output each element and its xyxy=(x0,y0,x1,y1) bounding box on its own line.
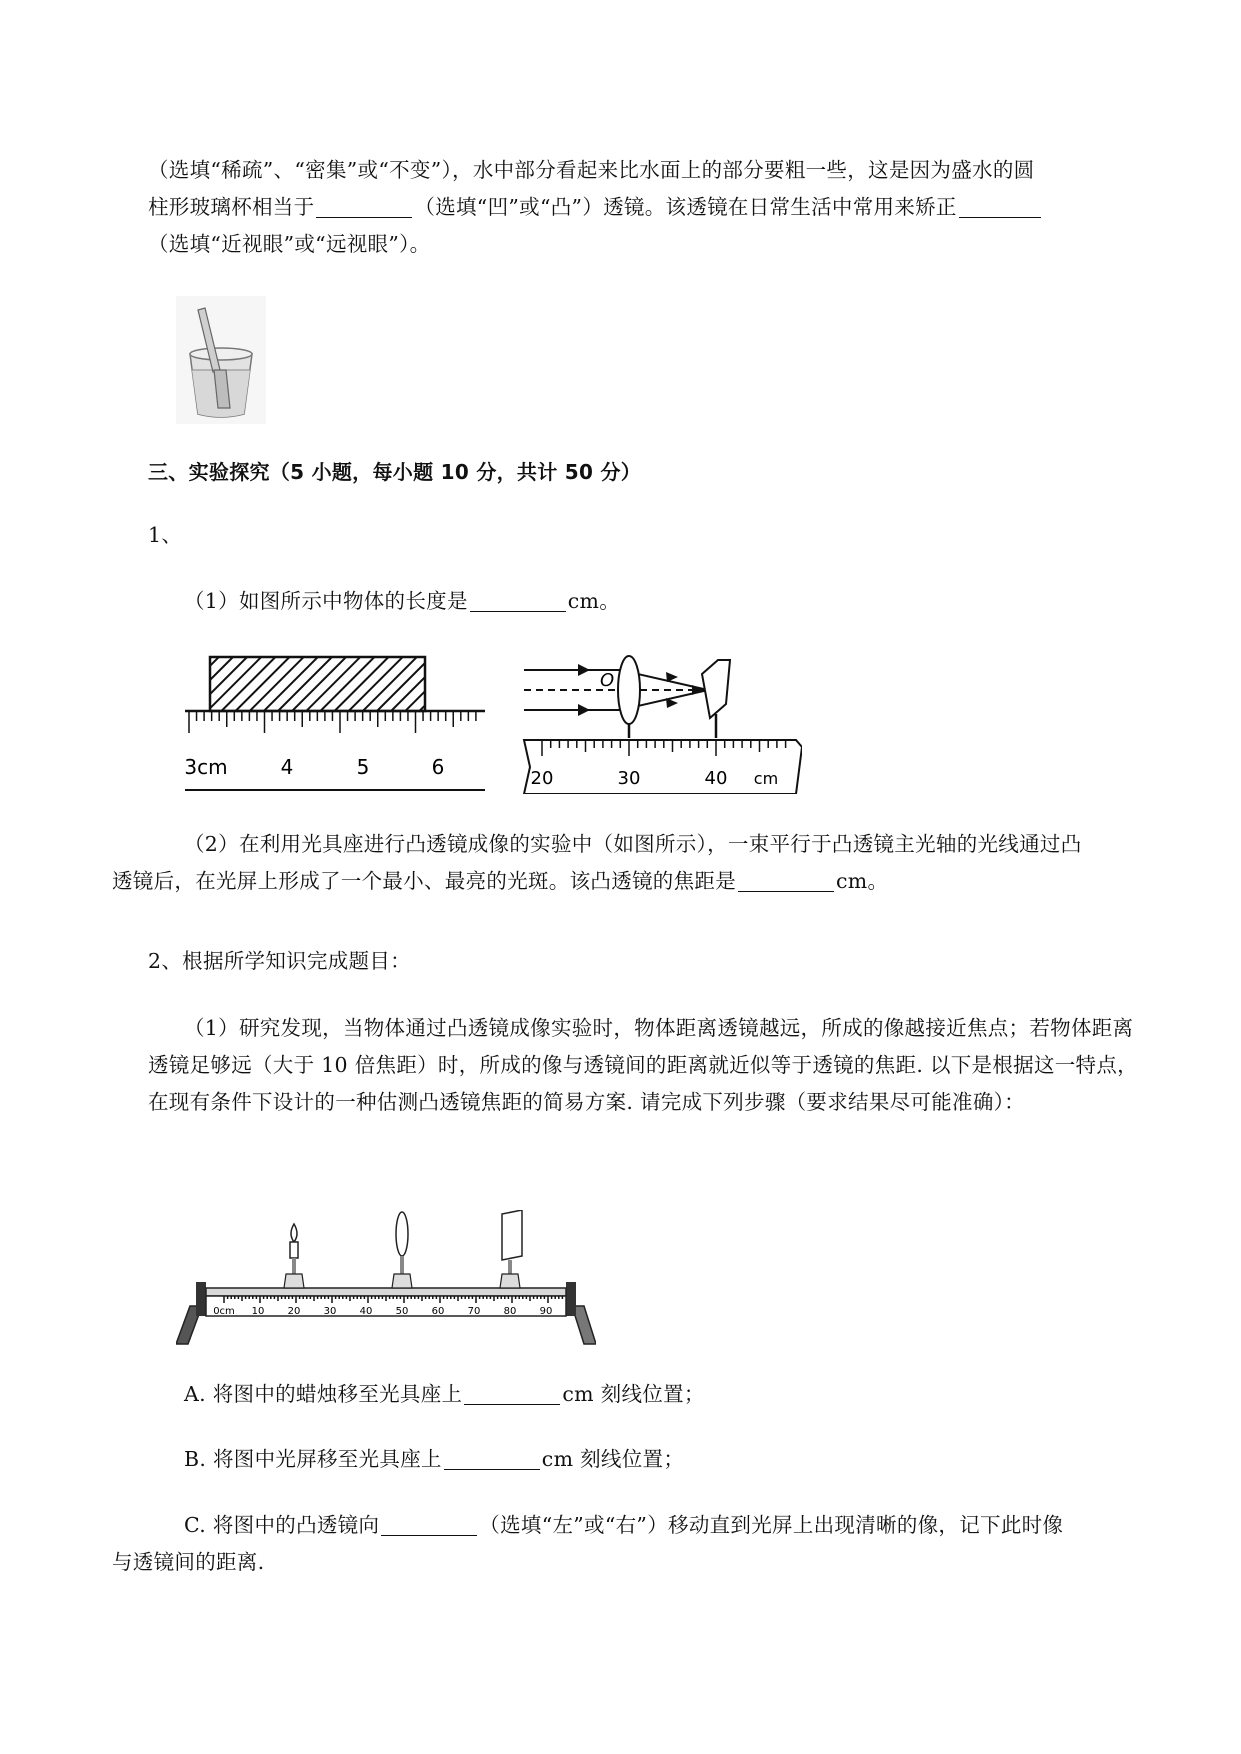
q2-stepC-line2: 与透镜间的距离. xyxy=(112,1550,265,1574)
q1-part1-text: （1）如图所示中物体的长度是 xyxy=(184,589,468,613)
ruler-figure xyxy=(180,652,490,794)
bench2-tick-20: 20 xyxy=(287,1306,301,1317)
ruler-with-block xyxy=(180,652,490,794)
ruler-ticks xyxy=(189,711,476,733)
ruler-label-5: 5 xyxy=(356,755,370,779)
light-screen-icon xyxy=(500,1210,522,1288)
q2-number: 2、根据所学知识完成题目： xyxy=(148,949,411,973)
optical-bench-figure xyxy=(176,1210,596,1350)
candle-icon xyxy=(284,1224,304,1288)
bench2-tick-40: 40 xyxy=(359,1306,373,1317)
q2-stepB-unit: cm 刻线位置； xyxy=(541,1447,685,1471)
intro-line-3: （选填“近视眼”或“远视眼”）。 xyxy=(148,232,431,256)
optical-bench-illustration xyxy=(176,1210,596,1350)
intro-line-2a: 柱形玻璃杯相当于 xyxy=(148,195,315,219)
intro-line-1: （选填“稀疏”、“密集”或“不变”），水中部分看起来比水面上的部分要粗一些，这是因为盛水的圆 xyxy=(148,158,1035,182)
glass-straw-figure xyxy=(176,296,266,424)
q2-stepA-unit: cm 刻线位置； xyxy=(562,1382,705,1406)
q1-part2 xyxy=(112,826,1148,900)
bench-label-40: 40 xyxy=(704,768,728,789)
lens-label-O: O xyxy=(600,670,615,691)
answer-blank-screen-position[interactable] xyxy=(444,1447,540,1470)
answer-blank-lens-type[interactable] xyxy=(316,195,412,218)
q2-stepA-text: A. 将图中的蜡烛移至光具座上 xyxy=(184,1382,463,1406)
bench2-tick-60: 60 xyxy=(431,1306,445,1317)
q2-part1: （1）研究发现，当物体通过凸透镜成像实验时，物体距离透镜越远，所成的像越接近焦点；若物体距离透镜足够远（大于 10 倍焦距）时，所成的像与透镜间的距离就近似等于透镜的焦距. 以下是根据这一特点，在现有条件下设计的一种估测凸透镜焦距的简易方案. 请完成下列步骤（要求结果尽可能准确）： xyxy=(148,1016,1138,1114)
bench-label-20: 20 xyxy=(530,768,554,789)
section-heading: 三、实验探究（5 小题，每小题 10 分，共计 50 分） xyxy=(148,460,642,484)
answer-blank-eye-type[interactable] xyxy=(959,195,1041,218)
bench-label-30: 30 xyxy=(617,768,641,789)
ruler-label-3cm: 3cm xyxy=(184,755,228,779)
bench2-tick-70: 70 xyxy=(467,1306,481,1317)
bench2-tick-80: 80 xyxy=(503,1306,517,1317)
ruler-label-4: 4 xyxy=(280,755,294,779)
q1-part1-unit: cm。 xyxy=(567,589,621,613)
q1-number: 1、 xyxy=(148,523,183,547)
lens-bench-illustration xyxy=(520,652,802,794)
q2-stepC-text: C. 将图中的凸透镜向 xyxy=(184,1513,380,1537)
convex-lens-icon xyxy=(392,1212,412,1288)
bench2-tick-50: 50 xyxy=(395,1306,409,1317)
lens-focus-figure xyxy=(520,652,802,794)
q2-stepB xyxy=(148,1441,1148,1478)
bench2-tick-10: 10 xyxy=(251,1306,265,1317)
q2-stepC xyxy=(112,1507,1148,1581)
glass-straw-illustration xyxy=(176,296,266,424)
q1-part2-line1: （2）在利用光具座进行凸透镜成像的实验中（如图所示），一束平行于凸透镜主光轴的光线通过凸 xyxy=(184,832,1082,856)
bench2-tick-90: 90 xyxy=(539,1306,553,1317)
bench2-tick-0: 0cm xyxy=(213,1306,235,1317)
q2-stepA xyxy=(148,1376,1148,1413)
intro-line-2b: （选填“凹”或“凸”）透镜。该透镜在日常生活中常用来矫正 xyxy=(414,195,957,219)
q1-part1 xyxy=(148,583,1148,620)
q2-stepB-text: B. 将图中光屏移至光具座上 xyxy=(184,1447,442,1471)
answer-blank-lens-direction[interactable] xyxy=(381,1513,477,1536)
q1-part2-line2: 透镜后，在光屏上形成了一个最小、最亮的光斑。该凸透镜的焦距是 xyxy=(112,869,736,893)
answer-blank-length[interactable] xyxy=(470,589,566,612)
answer-blank-focal-length[interactable] xyxy=(738,869,834,892)
q2-stepC-line1: （选填“左”或“右”）移动直到光屏上出现清晰的像，记下此时像 xyxy=(479,1513,1064,1537)
bench-label-unit: cm xyxy=(753,769,779,788)
answer-blank-candle-position[interactable] xyxy=(464,1382,560,1405)
intro-paragraph xyxy=(148,152,1148,263)
q1-part2-unit: cm。 xyxy=(836,869,889,893)
bench2-tick-30: 30 xyxy=(323,1306,337,1317)
ruler-label-6: 6 xyxy=(431,755,445,779)
